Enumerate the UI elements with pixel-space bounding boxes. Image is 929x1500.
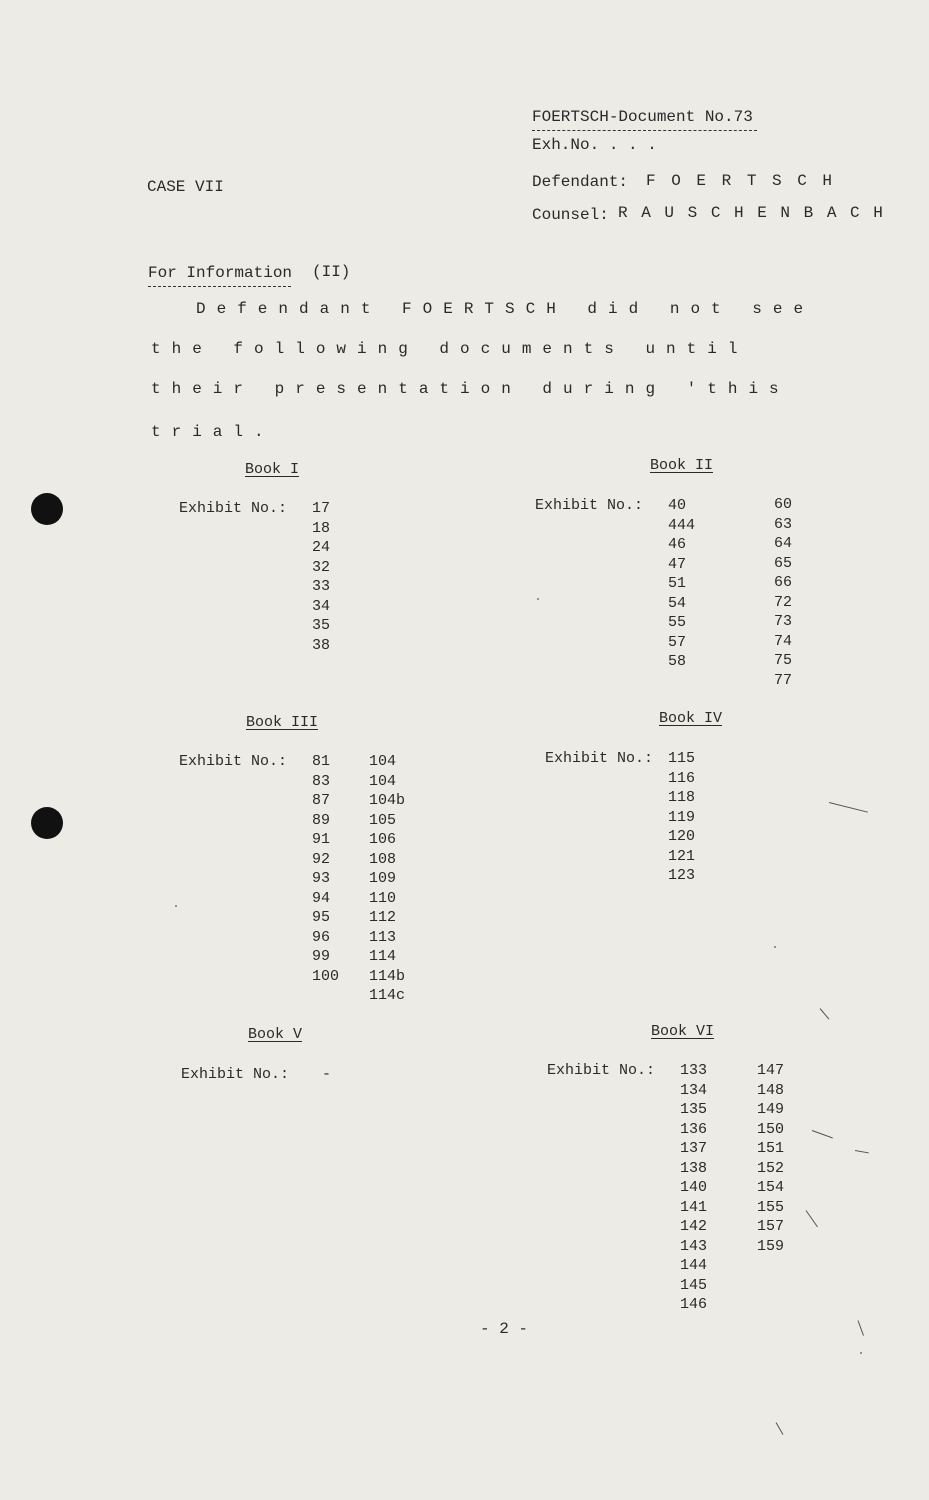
case-label: CASE VII — [147, 178, 224, 196]
exhibit-number-entry: 119 — [668, 808, 696, 826]
scan-speck — [537, 598, 539, 600]
book-1-col-1 — [312, 499, 330, 655]
exhibit-number-entry: 154 — [757, 1179, 785, 1196]
exhibit-number-entry: 55 — [668, 614, 687, 631]
intro-line-3: their presentation during 'this — [151, 380, 790, 398]
exhibit-number-entry: 87 — [312, 792, 331, 809]
exhibit-number-entry: 93 — [312, 870, 331, 887]
exhibit-number-entry: 143 — [680, 1237, 708, 1255]
book-3-col-1 — [312, 752, 339, 986]
intro-line-2: the following documents until — [151, 340, 749, 358]
section-heading-suffix: (II) — [312, 263, 351, 281]
exhibit-number-entry: 54 — [668, 594, 687, 612]
exhibit-number-entry: 118 — [668, 789, 696, 806]
section-heading: For Information — [148, 264, 293, 282]
book-3-col-2 — [369, 752, 405, 1006]
exhibit-number-entry: 95 — [312, 909, 331, 926]
scan-mark — [806, 1210, 818, 1227]
book-2-exhibit-label: Exhibit No.: — [535, 497, 644, 514]
book-1-title: Book I — [245, 461, 300, 478]
exhibit-number-entry: 152 — [757, 1159, 785, 1177]
exhibit-number-entry: 134 — [680, 1081, 708, 1099]
exhibit-number-entry: 148 — [757, 1081, 785, 1099]
counsel-name: R A U S C H E N B A C H — [618, 204, 885, 222]
exhibit-number-entry: 73 — [774, 613, 793, 630]
exhibit-number-entry: 121 — [668, 847, 696, 865]
exhibit-number-entry: 110 — [369, 889, 397, 907]
book-1-exhibit-label: Exhibit No.: — [179, 500, 288, 517]
book-4-exhibit-label: Exhibit No.: — [545, 750, 654, 767]
exhibit-number-entry: 89 — [312, 811, 331, 829]
book-6-exhibit-label: Exhibit No.: — [547, 1062, 656, 1079]
exhibit-number-entry: 120 — [668, 828, 696, 845]
exhibit-number-entry: 135 — [680, 1101, 708, 1118]
book-2-col-2 — [774, 495, 792, 690]
scan-mark — [829, 802, 868, 813]
header-rule — [532, 130, 757, 131]
exhibit-number-entry: 32 — [312, 558, 331, 576]
exhibit-number-entry: 113 — [369, 928, 397, 946]
exhibit-number-entry: 142 — [680, 1218, 708, 1235]
exhibit-number-entry: 145 — [680, 1276, 708, 1294]
exhibit-number-entry: 91 — [312, 831, 331, 848]
book-6-col-2 — [757, 1061, 784, 1256]
exhibit-number-entry: 72 — [774, 593, 793, 611]
book-5-exhibit-value: - — [322, 1066, 332, 1083]
exhibit-number-entry: 155 — [757, 1198, 785, 1216]
exhibit-number-entry: 92 — [312, 850, 331, 868]
punch-hole-top — [31, 493, 63, 525]
exhibit-number-entry: 47 — [668, 555, 687, 573]
exhibit-number-entry: 18 — [312, 519, 331, 537]
book-3-exhibit-label: Exhibit No.: — [179, 753, 288, 770]
book-6-title: Book VI — [651, 1023, 715, 1040]
exhibit-number-entry: 109 — [369, 870, 397, 887]
exhibit-number-entry: 147 — [757, 1062, 785, 1079]
scan-mark — [858, 1320, 864, 1335]
exhibit-number-entry: 138 — [680, 1159, 708, 1177]
exhibit-number-entry: 108 — [369, 850, 397, 868]
exhibit-number-entry: 105 — [369, 811, 397, 829]
exhibit-number-entry: 63 — [774, 515, 793, 533]
exhibit-number-entry: 24 — [312, 539, 331, 556]
intro-line-4: trial. — [151, 423, 275, 441]
exhibit-number-entry: 133 — [680, 1062, 708, 1079]
exhibit-number-entry: 77 — [774, 671, 793, 689]
book-2-title: Book II — [650, 457, 714, 474]
exhibit-number-entry: 157 — [757, 1218, 785, 1235]
scan-mark — [855, 1150, 869, 1153]
exhibit-number-entry: 137 — [680, 1140, 708, 1157]
exhibit-number-entry: 38 — [312, 636, 331, 654]
exhibit-number-entry: 75 — [774, 652, 793, 669]
exhibit-number-entry: 46 — [668, 536, 687, 553]
exhibit-number-entry: 104b — [369, 792, 406, 809]
punch-hole-bottom — [31, 807, 63, 839]
book-4-title: Book IV — [659, 710, 723, 727]
exhibit-number-entry: 104 — [369, 772, 397, 790]
exhibit-number-entry: 104 — [369, 753, 397, 770]
exhibit-number-entry: 149 — [757, 1101, 785, 1118]
exhibit-number-entry: 99 — [312, 948, 331, 965]
exhibit-number-entry: 66 — [774, 574, 793, 591]
section-heading-rule — [148, 286, 291, 287]
scan-speck — [774, 946, 776, 948]
exhibit-number-entry: 94 — [312, 889, 331, 907]
exhibit-number-entry: 35 — [312, 617, 331, 634]
defendant-label: Defendant: — [532, 173, 629, 191]
exhibit-number-entry: 34 — [312, 597, 331, 615]
exhibit-number-entry: 116 — [668, 769, 696, 787]
exhibit-number-entry: 123 — [668, 867, 696, 884]
intro-line-1: Defendant FOERTSCH did not see — [196, 300, 815, 318]
exhibit-number-entry: 65 — [774, 554, 793, 572]
scan-speck — [175, 905, 177, 907]
book-2-col-1 — [668, 496, 695, 672]
exhibit-number-entry: 115 — [668, 750, 696, 767]
scan-mark — [820, 1008, 830, 1019]
exhibit-number-entry: 81 — [312, 753, 331, 770]
scan-mark — [812, 1130, 833, 1138]
exhibit-number-entry: 151 — [757, 1140, 785, 1157]
exhibit-number-entry: 60 — [774, 496, 793, 513]
exhibit-number-entry: 33 — [312, 578, 331, 595]
exhibit-number-entry: 114b — [369, 967, 406, 985]
exhibit-number-entry: 64 — [774, 535, 793, 552]
exhibit-number-entry: 74 — [774, 632, 793, 650]
exhibit-number-entry: 444 — [668, 516, 696, 534]
exhibit-number-entry: 40 — [668, 497, 687, 514]
exhibit-number-entry: 17 — [312, 500, 331, 517]
exhibit-number-entry: 141 — [680, 1198, 708, 1216]
book-5-title: Book V — [248, 1026, 303, 1043]
book-4-col-1 — [668, 749, 695, 886]
exhibit-number-entry: 96 — [312, 928, 331, 946]
scan-speck — [860, 1352, 862, 1354]
exhibit-number-entry: 100 — [312, 967, 340, 985]
exhibit-number-entry: 146 — [680, 1296, 708, 1313]
exhibit-number-entry: 83 — [312, 772, 331, 790]
exhibit-number-entry: 144 — [680, 1257, 708, 1274]
exhibit-number-entry: 150 — [757, 1120, 785, 1138]
exhibit-number-entry: 140 — [680, 1179, 708, 1196]
document-number: FOERTSCH-Document No.73 — [532, 108, 753, 126]
exhibit-number-entry: 159 — [757, 1237, 785, 1255]
exhibit-number-entry: 58 — [668, 653, 687, 670]
defendant-name: F O E R T S C H — [646, 172, 836, 190]
page-number: - 2 - — [480, 1320, 529, 1338]
exhibit-number-entry: 114 — [369, 948, 397, 965]
exhibit-number: Exh.No. . . . — [532, 136, 657, 154]
exhibit-number-entry: 112 — [369, 909, 397, 926]
exhibit-number-entry: 57 — [668, 633, 687, 651]
book-3-title: Book III — [246, 714, 319, 731]
counsel-label: Counsel: — [532, 206, 609, 224]
exhibit-number-entry: 106 — [369, 831, 397, 848]
book-6-col-1 — [680, 1061, 707, 1315]
book-5-exhibit-label: Exhibit No.: — [181, 1066, 290, 1083]
exhibit-number-entry: 51 — [668, 575, 687, 592]
scan-mark — [776, 1422, 784, 1435]
exhibit-number-entry: 114c — [369, 987, 406, 1004]
exhibit-number-entry: 136 — [680, 1120, 708, 1138]
